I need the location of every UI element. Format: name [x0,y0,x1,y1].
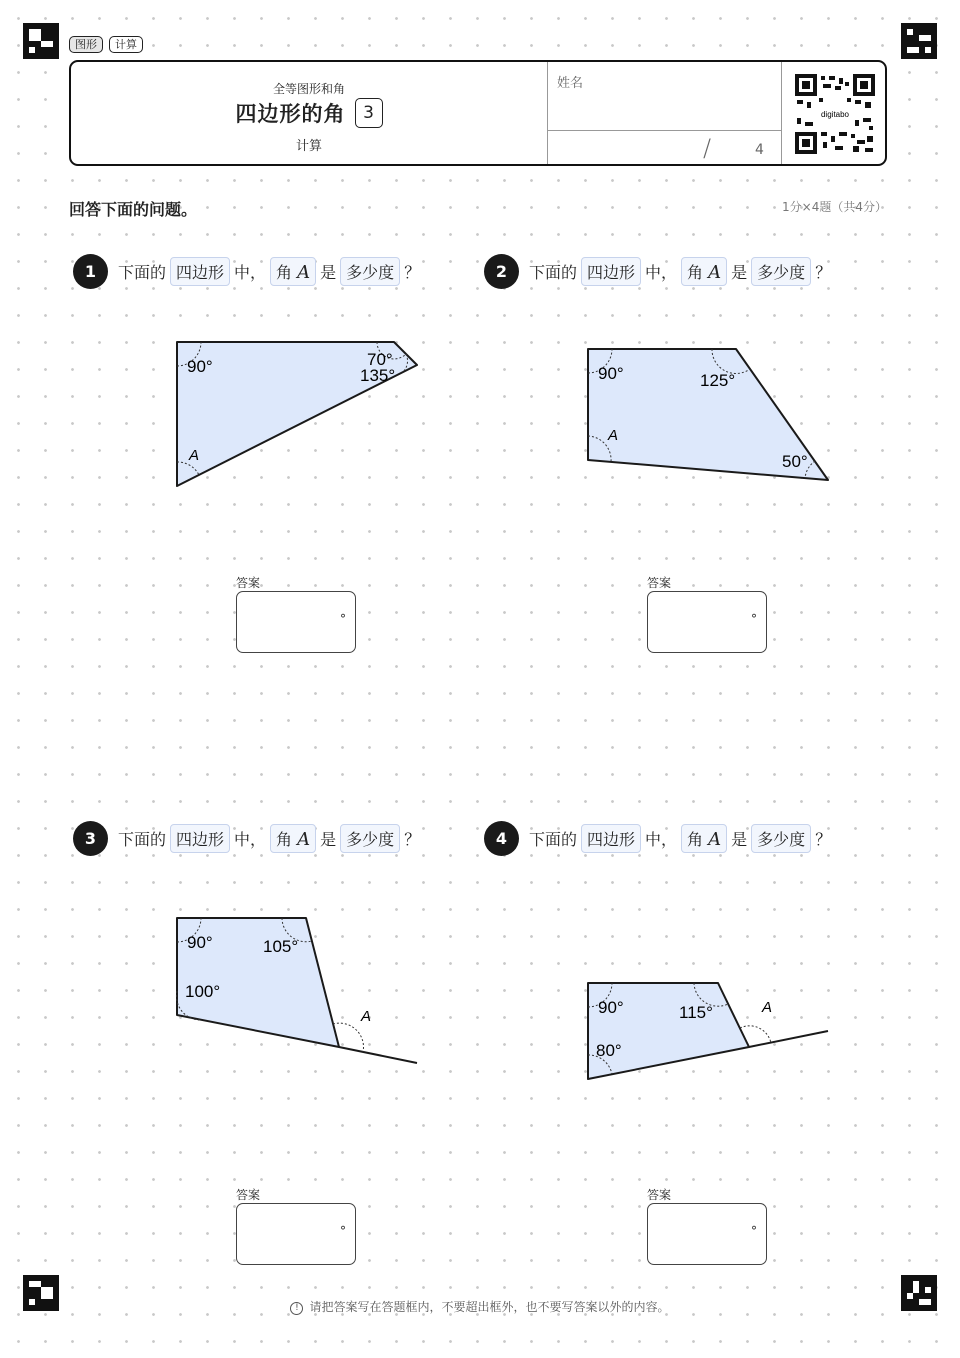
degree-unit: ° [751,1224,757,1238]
figure-3-quadrilateral [165,906,435,1076]
qr-code-icon [795,74,875,154]
info-icon: ! [290,1302,303,1315]
q-is: 是 [320,829,337,849]
score-divider [547,130,781,131]
q-prefix: 下面的 [118,262,167,282]
keyword-how-many-degrees: 多少度 [340,257,400,286]
footer-note [0,1298,960,1315]
figure-2-quadrilateral [576,337,846,497]
tag-figure: 图形 [69,36,103,53]
keyword-how-many-degrees: 多少度 [340,824,400,853]
q-mid: 中， [234,829,267,849]
angle-label: 115° [679,1003,713,1022]
q-prefix: 下面的 [529,262,578,282]
angle-label: 135° [360,366,396,385]
answer-box-4[interactable] [647,1203,767,1265]
tag-calculation: 计算 [109,36,143,53]
answer-box-2[interactable] [647,591,767,653]
score-total: 4 [755,142,764,158]
q-mark: ？ [815,262,832,282]
angle-label: 90° [598,364,624,383]
angle-label: 50° [782,452,808,471]
question-number: 4 [484,821,519,856]
points-info: 1分×4题（共4分） [782,200,887,214]
angle-label: 90° [187,933,213,952]
figure-4-quadrilateral [576,971,846,1091]
angle-label: 125° [700,371,736,390]
question-3 [73,820,420,856]
answer-label: 答案 [236,1188,261,1202]
angle-label: 80° [596,1041,622,1060]
keyword-quadrilateral: 四边形 [581,824,641,853]
keyword-angle: 角 A [270,824,316,853]
name-label: 姓名 [557,76,584,91]
keyword-how-many-degrees: 多少度 [751,257,811,286]
title-section [71,62,548,164]
angle-variable-A: A [189,447,200,464]
angle-label: 70° [367,350,393,369]
angle-label: 100° [185,982,221,1001]
angle-label: 105° [263,937,299,956]
answer-box-1[interactable] [236,591,356,653]
degree-unit: ° [340,1224,346,1238]
degree-unit: ° [340,612,346,626]
score-slash: / [703,134,712,162]
answer-label: 答案 [647,1188,672,1202]
degree-unit: ° [751,612,757,626]
q-is: 是 [731,829,748,849]
q-mark: ？ [815,829,832,849]
figure-1-quadrilateral [165,330,435,500]
q-mark: ？ [404,262,421,282]
question-1 [73,253,420,289]
page-title: 四边形的角 [235,102,346,126]
keyword-angle: 角 A [681,257,727,286]
keyword-how-many-degrees: 多少度 [751,824,811,853]
answer-label: 答案 [647,576,672,590]
subject-tags [69,36,143,53]
q-mark: ？ [404,829,421,849]
question-number: 2 [484,254,519,289]
angle-variable-A: A [608,427,619,444]
keyword-angle: 角 A [270,257,316,286]
angle-variable-A: A [762,999,773,1016]
keyword-quadrilateral: 四边形 [170,257,230,286]
q-mid: 中， [645,262,678,282]
q-is: 是 [731,262,748,282]
angle-label: 90° [598,998,624,1017]
corner-marker-top-left [23,23,59,59]
category-label: 计算 [295,139,322,154]
q-mid: 中， [645,829,678,849]
question-number: 3 [73,821,108,856]
qr-label: digitabo [820,110,850,119]
unit-subtitle: 全等图形和角 [272,82,345,96]
instruction-text: 回答下面的问题。 [69,200,198,219]
q-is: 是 [320,262,337,282]
answer-box-3[interactable] [236,1203,356,1265]
keyword-angle: 角 A [681,824,727,853]
question-number: 1 [73,254,108,289]
worksheet-number: 3 [355,98,383,128]
question-2 [484,253,831,289]
worksheet-header [69,60,887,166]
answer-label: 答案 [236,576,261,590]
q-prefix: 下面的 [118,829,167,849]
name-score-section [547,62,782,164]
angle-variable-A: A [361,1008,372,1025]
q-mid: 中， [234,262,267,282]
question-4 [484,820,831,856]
angle-label: 90° [187,357,213,376]
keyword-quadrilateral: 四边形 [170,824,230,853]
footer-text: 请把答案写在答题框内，不要超出框外，也不要写答案以外的内容。 [309,1300,670,1314]
corner-marker-top-right [901,23,937,59]
q-prefix: 下面的 [529,829,578,849]
keyword-quadrilateral: 四边形 [581,257,641,286]
